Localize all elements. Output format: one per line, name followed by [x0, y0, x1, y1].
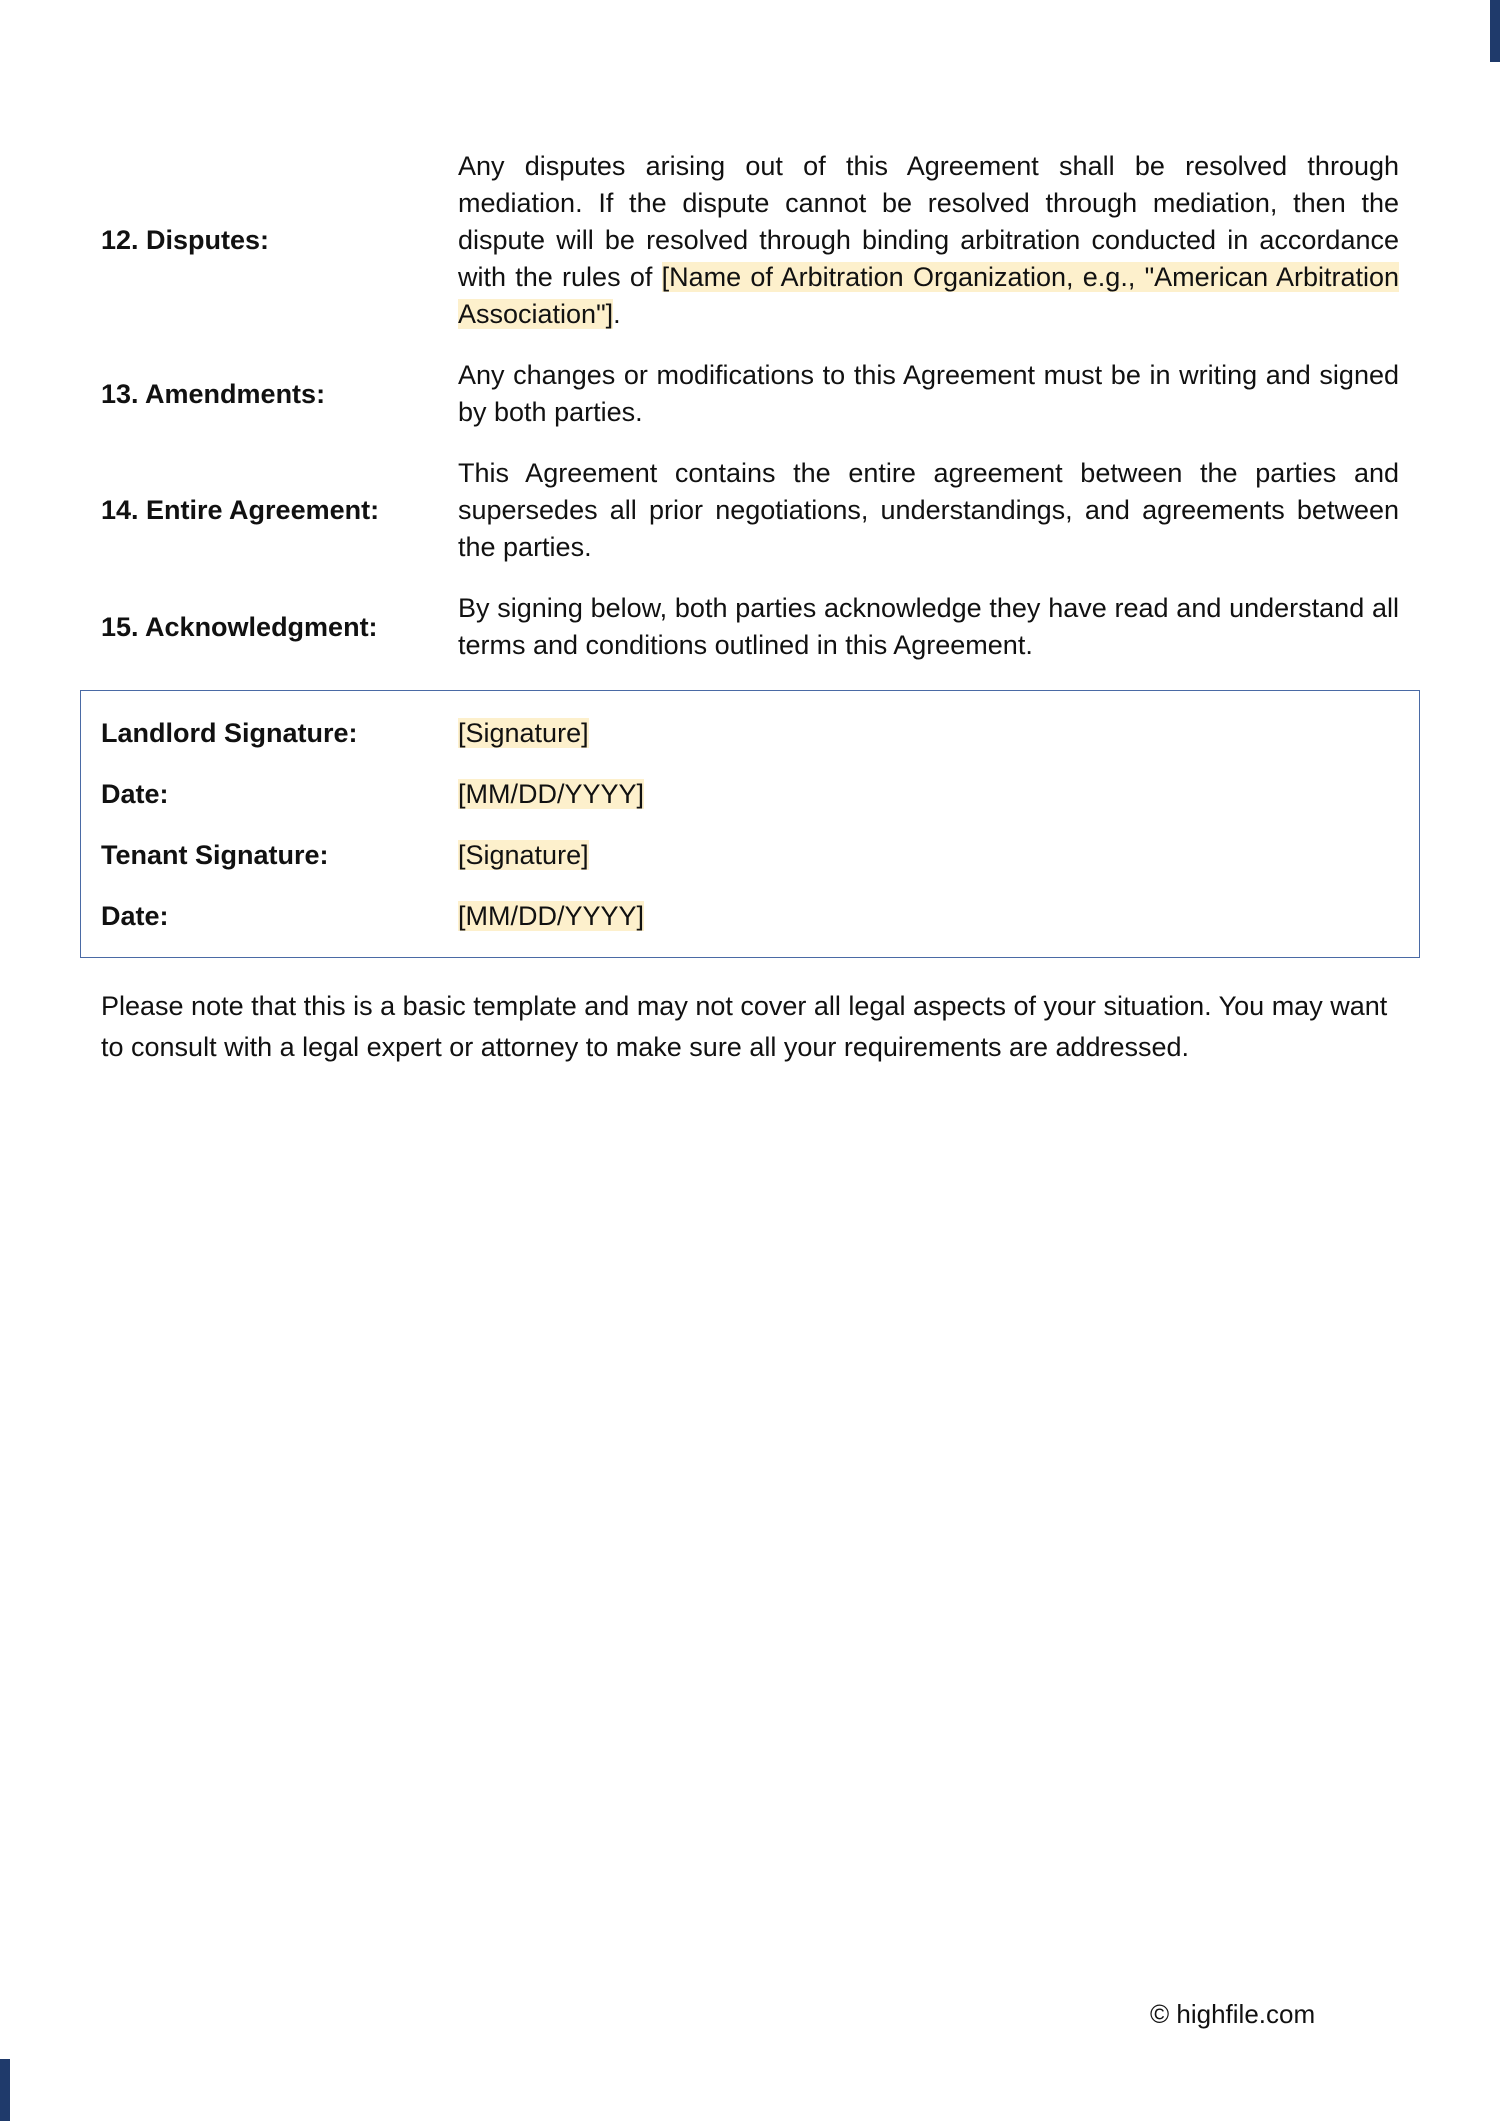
signature-field-landlord[interactable]: [Signature] — [458, 718, 589, 748]
section-label: 13. Amendments: — [101, 378, 326, 409]
signature-label: Date: — [101, 779, 169, 809]
section-body-text: Any disputes arising out of this Agreement shall be resolved through mediation. If the dispute cannot be resolved through mediation, then the dispute will be resolved through binding arbitration conducted in accordance with the rules of — [458, 151, 1399, 292]
footer-copyright: © highfile.com — [1150, 1999, 1316, 2029]
corner-accent-bar-top — [1490, 0, 1500, 62]
date-field-landlord[interactable]: [MM/DD/YYYY] — [458, 779, 645, 809]
signature-row-tenant — [101, 825, 1399, 886]
signature-block — [80, 690, 1420, 958]
signature-row-landlord-date — [101, 764, 1399, 825]
section-text: By signing below, both parties acknowledge they have read and understand all terms and conditions outlined in this Agreement. — [458, 593, 1399, 660]
signature-label: Landlord Signature: — [101, 718, 358, 748]
signature-row-landlord — [101, 703, 1399, 764]
section-amendments — [101, 357, 1399, 431]
signature-row-tenant-date — [101, 886, 1399, 947]
placeholder-highlight[interactable]: [Name of Arbitration Organization, e.g., "American Arbitration Association"] — [458, 262, 1400, 329]
section-acknowledgment — [101, 590, 1399, 664]
signature-label: Date: — [101, 901, 169, 931]
section-text — [458, 148, 1399, 333]
signature-label: Tenant Signature: — [101, 840, 329, 870]
document-body — [101, 148, 1399, 1068]
disclaimer-note: Please note that this is a basic template and may not cover all legal aspects of your situation. You may want to consult with a legal expert or attorney to make sure all your requirements are addressed. — [101, 991, 1388, 1062]
section-label: 15. Acknowledgment: — [101, 611, 378, 642]
section-label: 14. Entire Agreement: — [101, 495, 380, 525]
section-entire-agreement — [101, 455, 1399, 566]
section-text: Any changes or modifications to this Agreement must be in writing and signed by both parties. — [458, 360, 1399, 427]
section-disputes — [101, 148, 1399, 333]
section-text: This Agreement contains the entire agreement between the parties and supersedes all prior negotiations, understandings, and agreements between the parties. — [458, 458, 1399, 562]
section-label: 12. Disputes: — [101, 225, 270, 255]
date-field-tenant[interactable]: [MM/DD/YYYY] — [458, 901, 645, 931]
corner-accent-bar-bottom — [0, 2059, 10, 2121]
signature-field-tenant[interactable]: [Signature] — [458, 840, 589, 870]
section-terminator: . — [613, 299, 621, 329]
